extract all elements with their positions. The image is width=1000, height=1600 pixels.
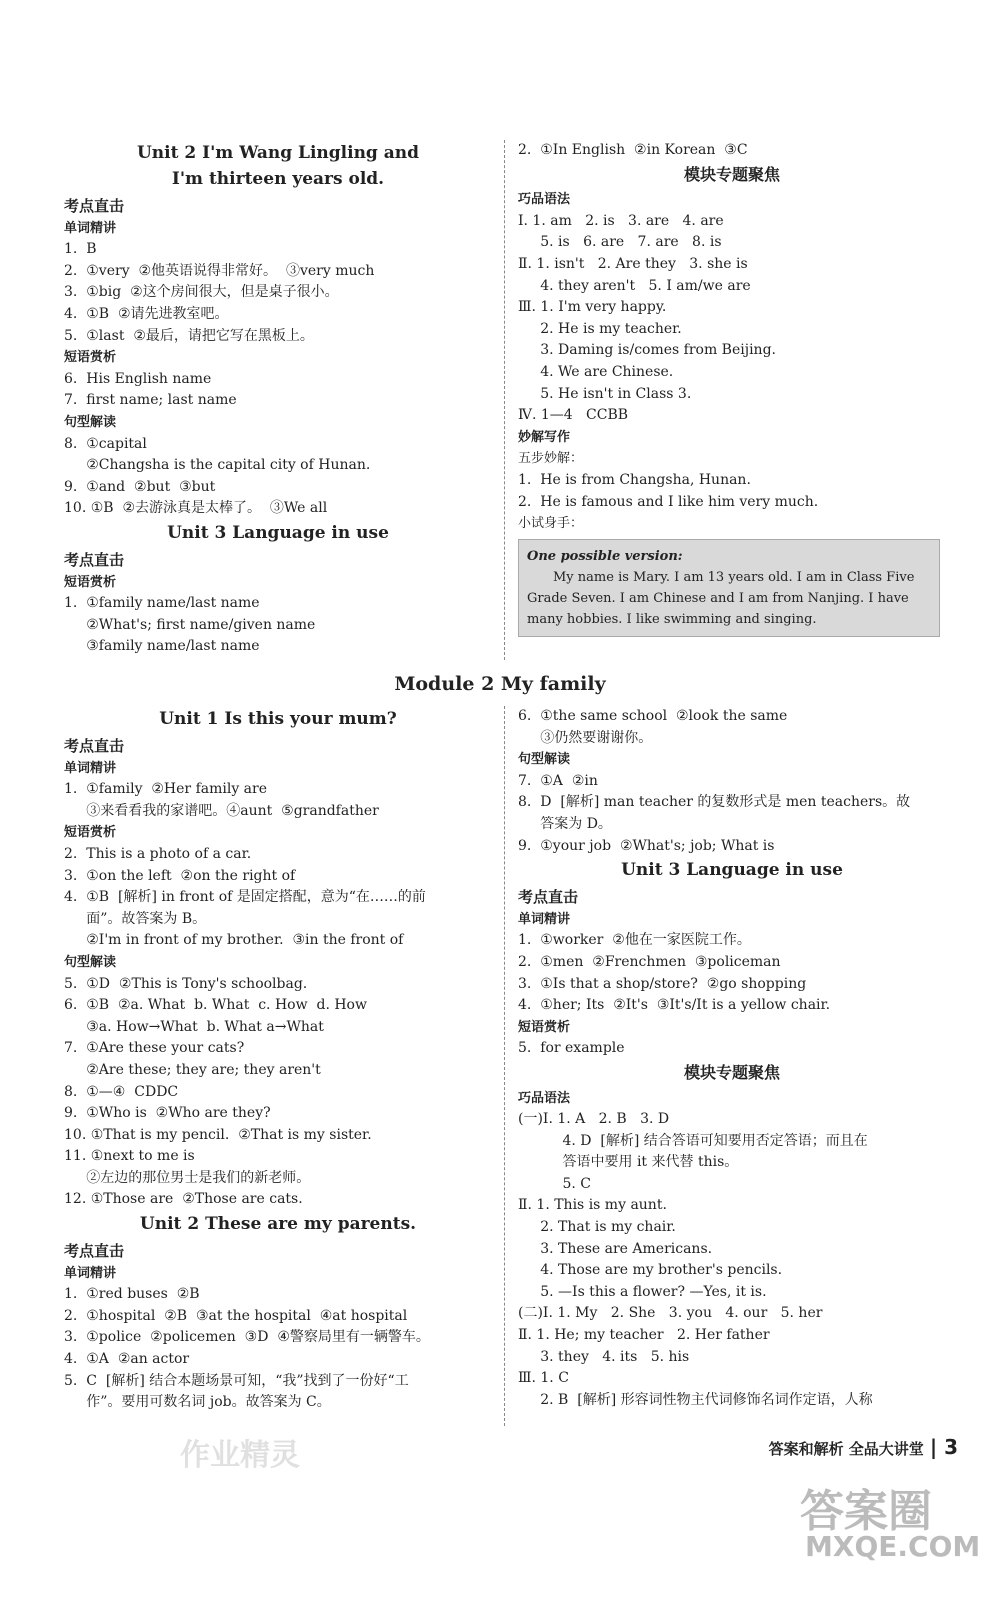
answer-line: 2. ①men ②Frenchmen ③policeman [518,953,781,970]
answer-line: Ⅱ. 1. He; my teacher 2. Her father [518,1327,770,1344]
answer-line: 3. ①on the left ②on the right of [64,867,296,884]
answer-line: 1. ①family ②Her family are [64,781,268,798]
answer-line: 7. ①Are these your cats? [64,1040,245,1057]
answer-line: 5. —Is this a flower? —Yes, it is. [518,1283,767,1300]
answer-line: 5. C [518,1175,592,1192]
module-focus-heading: 模块专题聚焦 [683,1062,780,1082]
answer-line: 8. ①capital [64,435,147,452]
subsection-heading: 句型解读 [64,954,117,970]
answer-line: 6. ①the same school ②look the same [518,708,788,724]
answer-line: Ⅰ. 1. am 2. is 3. are 4. are [518,212,724,229]
subsection-heading: 单词精讲 [518,911,571,927]
answer-line: 4. they aren't 5. I am/we are [518,277,751,294]
answer-line: 6. ①B ②a. What b. What c. How d. How [64,997,367,1014]
answer-line: 答语中要用 it 来代替 this。 [518,1154,739,1171]
answer-line: 3. ①Is that a shop/store? ②go shopping [518,975,807,992]
module-focus-heading: 模块专题聚焦 [683,164,780,184]
answer-line: 5. ①D ②This is Tony's schoolbag. [64,975,308,992]
answer-line: 6. His English name [64,370,212,387]
unit-title: Unit 3 Language in use [621,860,843,881]
answer-line: 面”。故答案为 B。 [64,910,207,927]
subsection-heading: 妙解写作 [518,429,571,445]
answer-line: 2. ①In English ②in Korean ③C [518,142,748,158]
answer-line: 10. ①B ②去游泳真是太棒了。 ③We all [64,500,328,517]
answer-line: ③仍然要谢谢你。 [518,729,653,746]
answer-line: 5. C [解析] 结合本题场景可知，“我”找到了一份好“工 [64,1372,409,1389]
answer-line: 4. ①B [解析] in front of 是固定搭配，意为“在……的前 [64,889,426,906]
page-footer [769,1435,958,1459]
unit-title: Unit 2 These are my parents. [139,1214,417,1235]
answer-line: 10. ①That is my pencil. ②That is my sister. [64,1126,372,1143]
answer-line: 答案为 D。 [518,815,612,832]
answer-line: 3. Daming is/comes from Beijing. [518,342,776,359]
answer-line: ②Changsha is the capital city of Hunan. [64,457,371,474]
answer-line: 2. B [解析] 形容词性物主代词修饰名词作定语，人称 [518,1391,873,1408]
answer-line: Ⅱ. 1. This is my aunt. [518,1197,667,1214]
answer-line: 4. We are Chinese. [518,363,674,380]
unit-title: Unit 3 Language in use [167,522,389,543]
answer-line: 5. is 6. are 7. are 8. is [518,234,722,251]
answer-line: 11. ①next to me is [64,1148,195,1165]
answer-line: 4. ①B ②请先进教室吧。 [64,305,229,322]
answer-line: 4. ①A ②an actor [64,1351,190,1368]
essay-label: One possible version: [527,548,683,564]
section-heading: 考点直击 [64,737,125,755]
sample-essay-box [518,539,940,637]
subsection-heading: 单词精讲 [64,760,117,776]
answer-line: 5. ①last ②最后，请把它写在黑板上。 [64,327,314,344]
subsection-heading: 句型解读 [64,414,117,430]
section-heading: 考点直击 [64,550,125,569]
column-divider-top [504,140,505,660]
answer-line: 8. ①—④ CDDC [64,1083,179,1100]
answer-line: 7. ①A ②in [518,772,598,789]
subsection-heading: 短语赏析 [64,825,117,841]
subsection-heading: 短语赏析 [64,574,117,590]
answer-line: 1. He is from Changsha, Hunan. [518,471,751,488]
right-bottom-column [518,706,946,1411]
watermark: 作业精灵 [180,1438,300,1473]
answer-line: 9. ①and ②but ③but [64,478,216,495]
answer-line: ②I'm in front of my brother. ③in the front of [64,932,404,949]
answer-line: 5. He isn't in Class 3. [518,385,692,402]
watermark: 答案圈 [800,1486,932,1537]
column-divider-bottom [504,706,505,1426]
subsection-heading: 小试身手： [518,516,584,532]
answer-line: 2. This is a photo of a car. [64,845,252,862]
answer-line: ③来看看我的家谱吧。④aunt ⑤grandfather [64,802,379,819]
unit-title: Unit 1 Is this your mum? [159,709,397,729]
answer-line: 8. D [解析] man teacher 的复数形式是 men teachers。故 [518,794,911,811]
answer-line: ②What's; first name/given name [64,616,316,633]
answer-line: ③family name/last name [64,638,260,655]
answer-line: 1. ①family name/last name [64,595,260,612]
answer-line: 4. D [解析] 结合答语可知要用否定答语；而且在 [518,1132,868,1149]
watermark: MXQE.COM [805,1530,981,1563]
module-title: Module 2 My family [394,673,606,695]
answer-line: 7. first name; last name [64,392,237,409]
subsection-heading: 短语赏析 [518,1019,571,1035]
left-top-column [64,140,492,658]
answer-line: 4. ①her; Its ②It's ③It's/It is a yellow chair. [518,997,831,1014]
page-number: | 3 [929,1435,958,1459]
answer-line: (二)Ⅰ. 1. My 2. She 3. you 4. our 5. her [518,1305,823,1322]
answer-line: ③a. How→What b. What a→What [64,1018,324,1035]
subsection-heading: 巧品语法 [518,1090,571,1106]
unit-title: Unit 2 I'm Wang Lingling and [136,143,420,163]
answer-line: 1. ①worker ②他在一家医院工作。 [518,932,751,949]
answer-line: 2. He is my teacher. [518,320,682,337]
answer-line: 2. That is my chair. [518,1219,676,1236]
answer-line: Ⅱ. 1. isn't 2. Are they 3. she is [518,255,748,272]
section-heading: 考点直击 [64,1242,125,1261]
answer-line: 3. they 4. its 5. his [518,1348,690,1365]
answer-line: 1. B [64,241,97,258]
answer-line: Ⅲ. 1. C [518,1370,569,1387]
subsection-heading: 单词精讲 [64,220,117,236]
answer-line: 3. ①big ②这个房间很大，但是桌子很小。 [64,284,339,301]
answer-line: 2. ①hospital ②B ③at the hospital ④at hospital [64,1307,408,1324]
right-top-column [518,140,946,637]
answer-line: 5. for example [518,1040,625,1057]
left-bottom-column [64,706,492,1414]
answer-line: 3. ①police ②policemen ③D ④警察局里有一辆警车。 [64,1329,430,1346]
subsection-heading: 单词精讲 [64,1265,117,1281]
answer-line: (一)Ⅰ. 1. A 2. B 3. D [518,1111,670,1128]
footer-label: 答案和解析 全品大讲堂 [768,1440,924,1458]
subsection-heading: 五步妙解： [518,451,584,467]
unit-title-line-2: I'm thirteen years old. [171,169,385,189]
answer-line: Ⅲ. 1. I'm very happy. [518,299,667,316]
answer-line: 2. He is famous and I like him very much. [518,493,819,510]
answer-line: 1. ①red buses ②B [64,1286,200,1303]
answer-line: ②Are these; they are; they aren't [64,1061,321,1078]
section-heading: 考点直击 [64,197,125,215]
answer-line: ②左边的那位男士是我们的新老师。 [64,1169,311,1186]
answer-line: 作”。要用可数名词 job。故答案为 C。 [64,1394,331,1411]
answer-line: 2. ①very ②他英语说得非常好。 ③very much [64,262,375,279]
answer-line: 4. Those are my brother's pencils. [518,1262,783,1279]
subsection-heading: 句型解读 [518,752,571,768]
answer-line: 9. ①your job ②What's; job; What is [518,837,775,854]
answer-line: 12. ①Those are ②Those are cats. [64,1191,303,1208]
section-heading: 考点直击 [518,888,579,907]
subsection-heading: 巧品语法 [518,192,571,208]
essay-body: My name is Mary. I am 13 years old. I am in Class Five Grade Seven. I am Chinese and I am from Nanjing. I have many hobbies. I like swimming and singing. [527,569,915,627]
answer-line: Ⅳ. 1—4 CCBB [518,407,629,424]
subsection-heading: 短语赏析 [64,350,117,366]
answer-line: 9. ①Who is ②Who are they? [64,1105,271,1122]
answer-line: 3. These are Americans. [518,1240,713,1257]
